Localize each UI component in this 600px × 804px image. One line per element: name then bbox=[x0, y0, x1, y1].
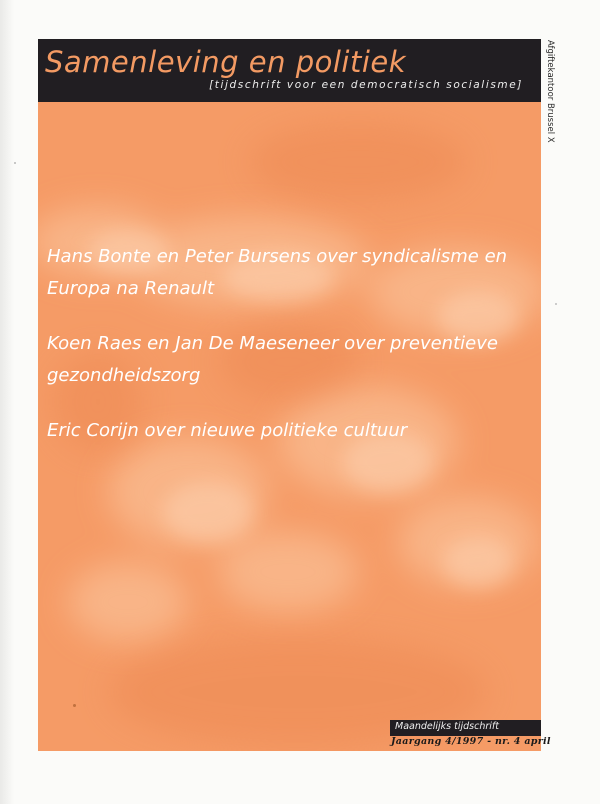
magazine-subtitle: [tijdschrift voor een democratisch socialisme] bbox=[209, 79, 523, 91]
magazine-title: Samenleving en politiek bbox=[45, 45, 407, 79]
cover-headlines bbox=[47, 241, 527, 470]
scan-speck bbox=[73, 704, 76, 707]
scan-edge-shadow bbox=[0, 0, 14, 804]
headline-corijn: Eric Corijn over nieuwe politieke cultuur bbox=[47, 420, 408, 441]
scan-speck bbox=[14, 162, 16, 164]
scan-speck bbox=[555, 303, 557, 305]
frequency-text: Maandelijks tijdschrift bbox=[395, 721, 499, 732]
postmark-vertical bbox=[540, 40, 558, 143]
postmark-text: Afgiftekantoor Brussel X bbox=[545, 40, 555, 143]
headline-raes-de-maeseneer: Koen Raes en Jan De Maeseneer over preventieve gezondheidszorg bbox=[47, 333, 498, 386]
frequency-label bbox=[390, 720, 541, 736]
masthead bbox=[38, 39, 541, 102]
headline-bonte-bursens: Hans Bonte en Peter Bursens over syndicalisme en Europa na Renault bbox=[47, 246, 508, 299]
issue-info: Jaargang 4/1997 - nr. 4 april bbox=[391, 736, 551, 747]
magazine-cover bbox=[38, 39, 541, 751]
